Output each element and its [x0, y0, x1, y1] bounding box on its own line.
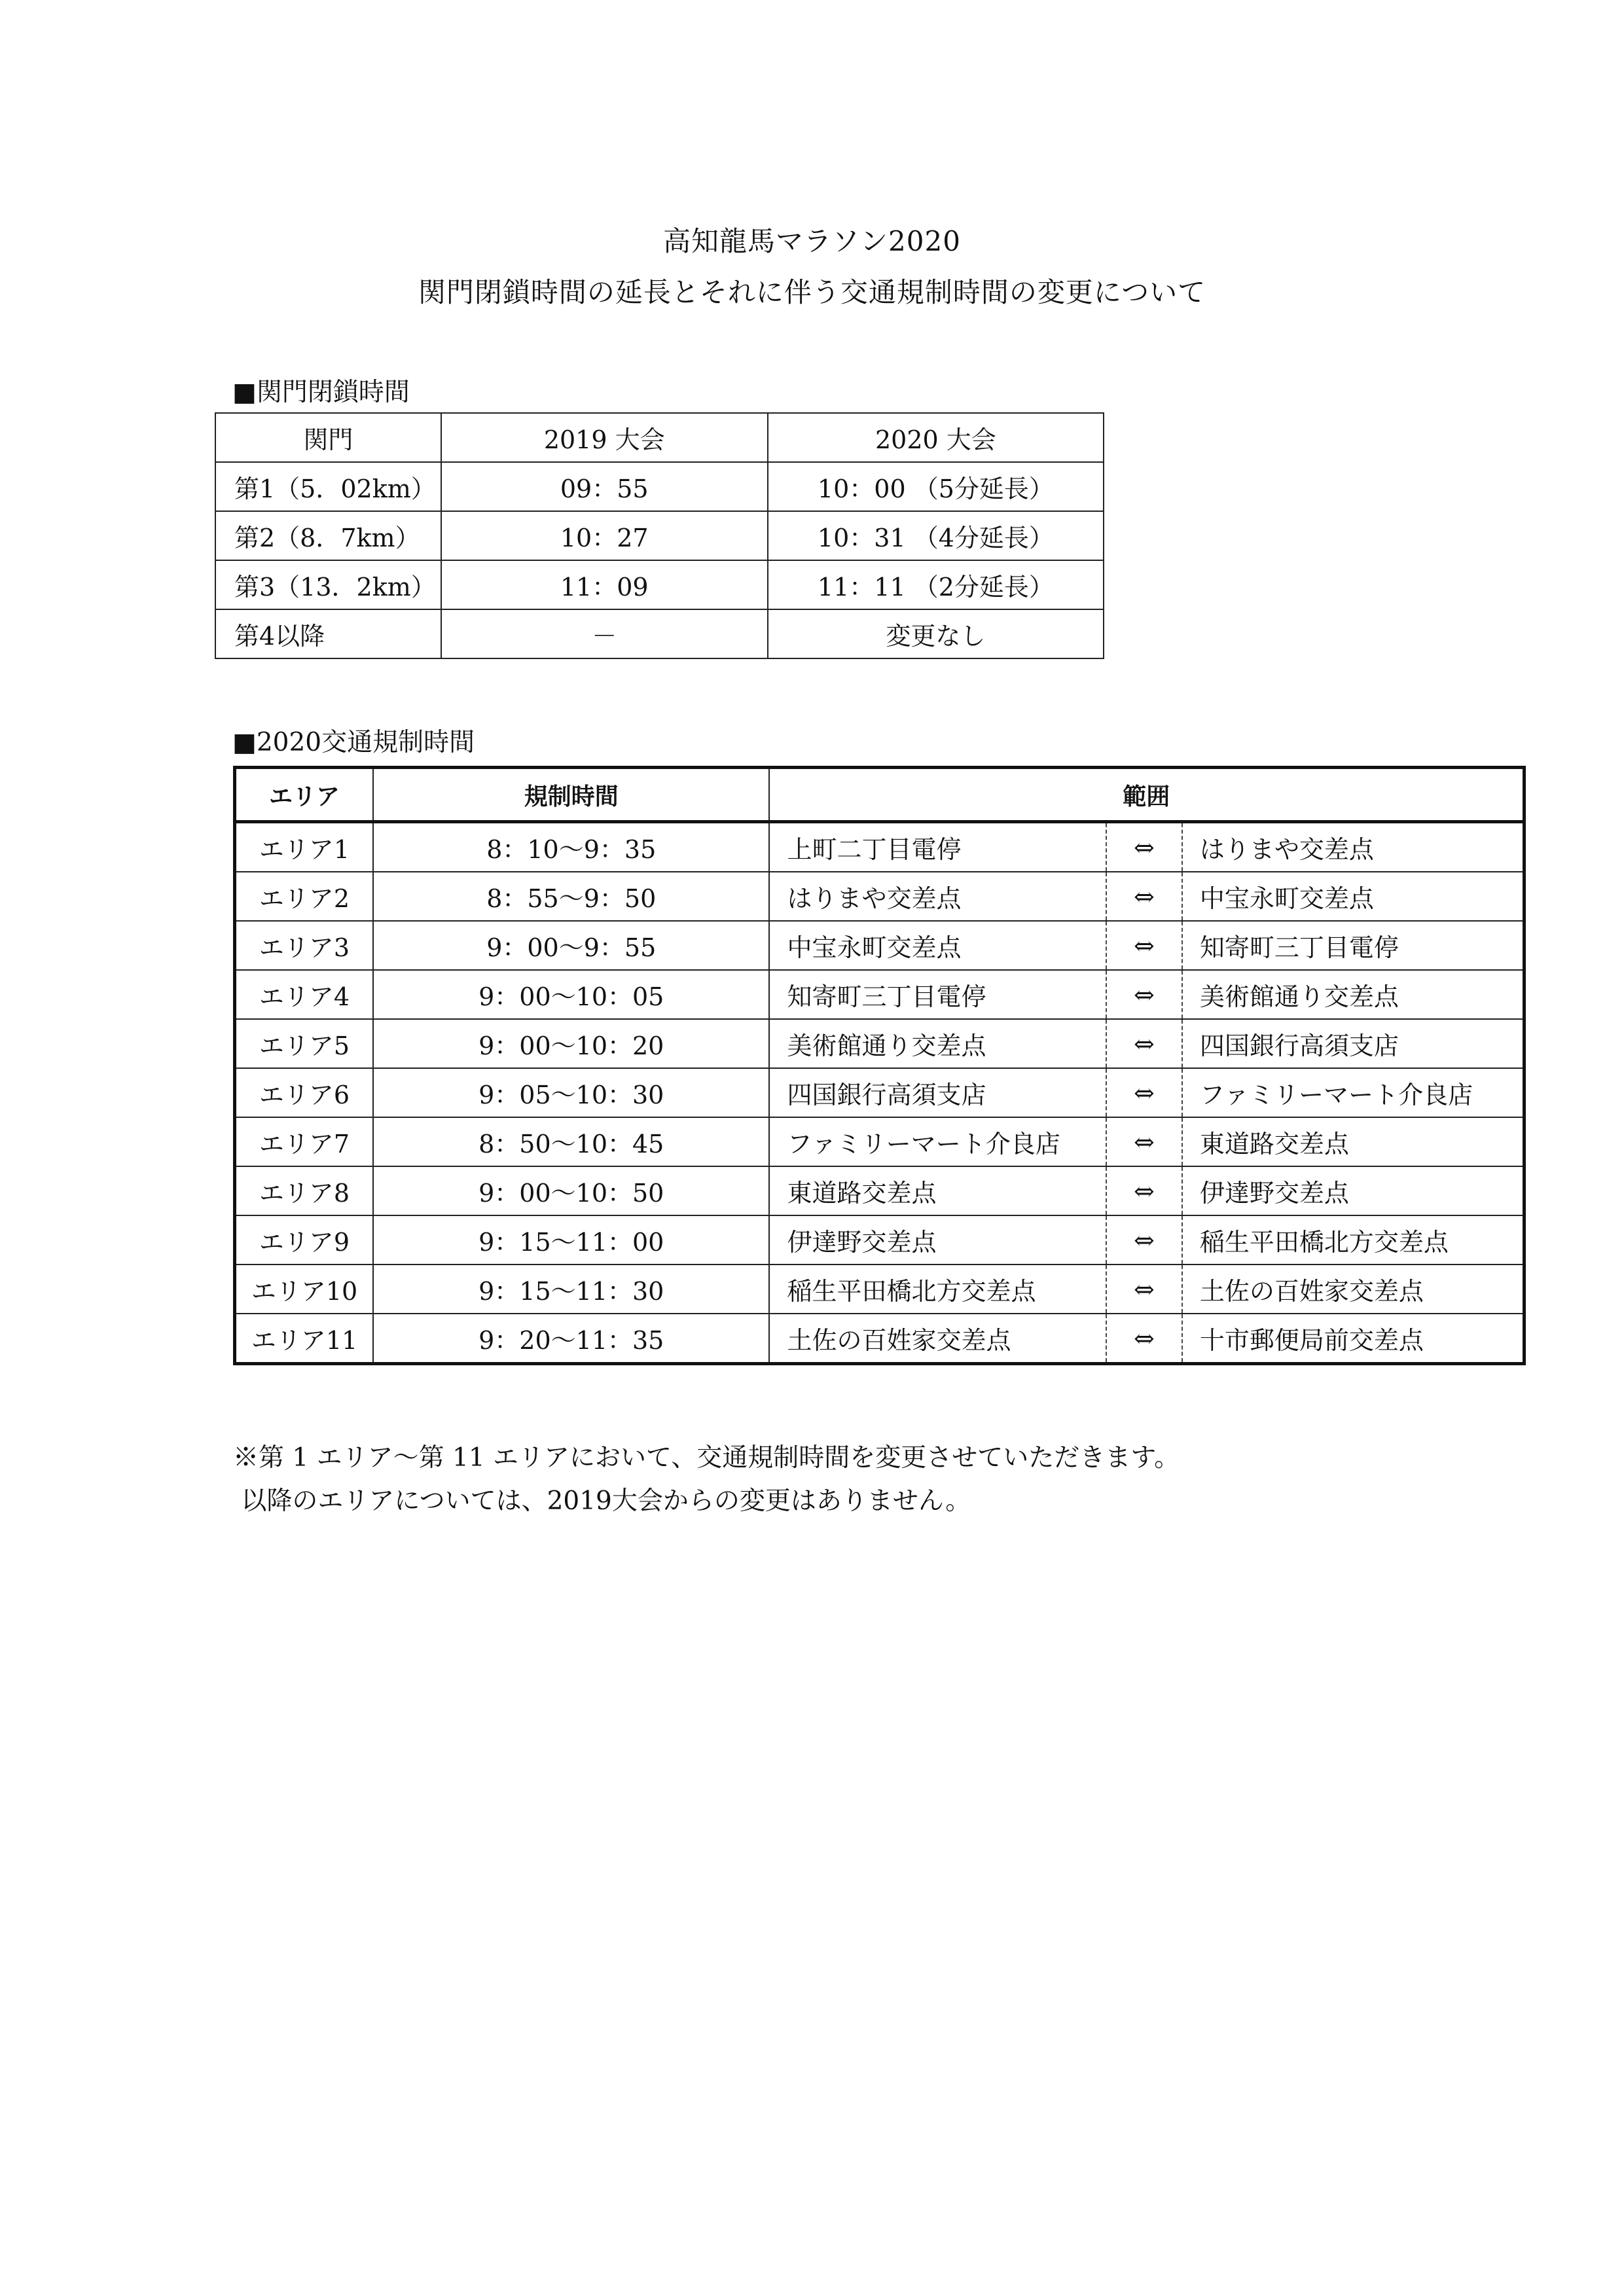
traffic-regulation-table: [233, 766, 1526, 1365]
table-row: [215, 560, 1104, 609]
table-row: [215, 609, 1104, 658]
time-2020-cell: 変更なし: [768, 609, 1104, 658]
area-name-cell: エリア2: [235, 872, 374, 921]
area-name-cell: エリア9: [235, 1215, 374, 1265]
range-start-cell: 中宝永町交差点: [769, 921, 1106, 970]
note-line-2: 以降のエリアについては、2019大会からの変更はありません。: [233, 1486, 971, 1516]
range-start-cell: 土佐の百姓家交差点: [769, 1314, 1106, 1364]
range-start-cell: 四国銀行高須支店: [769, 1068, 1106, 1117]
range-arrow-cell: ⇔: [1106, 1265, 1182, 1314]
table-row: [235, 1215, 1525, 1265]
table-row: [235, 1265, 1525, 1314]
time-2019-cell: 10：27: [441, 511, 768, 560]
note-line-1: ※第 1 エリア～第 11 エリアにおいて、交通規制時間を変更させていただきます。: [233, 1443, 1180, 1473]
table-row: [235, 1068, 1525, 1117]
area-name-cell: エリア6: [235, 1068, 374, 1117]
range-start-cell: 東道路交差点: [769, 1166, 1106, 1215]
range-arrow-cell: ⇔: [1106, 1019, 1182, 1068]
regulation-time-cell: 9：15～11：00: [373, 1215, 769, 1265]
time-2019-cell: 09：55: [441, 462, 768, 511]
range-arrow-cell: ⇔: [1106, 1117, 1182, 1166]
time-2019-cell: 11：09: [441, 560, 768, 609]
range-arrow-cell: ⇔: [1106, 1166, 1182, 1215]
regulation-time-cell: 9：05～10：30: [373, 1068, 769, 1117]
range-end-cell: 知寄町三丁目電停: [1182, 921, 1525, 970]
column-header-gate: 関門: [215, 413, 441, 462]
range-arrow-cell: ⇔: [1106, 872, 1182, 921]
range-arrow-cell: ⇔: [1106, 1068, 1182, 1117]
range-end-cell: 美術館通り交差点: [1182, 970, 1525, 1019]
area-name-cell: エリア5: [235, 1019, 374, 1068]
column-header-2020: 2020 大会: [768, 413, 1104, 462]
column-header-area: エリア: [235, 768, 374, 822]
area-name-cell: エリア3: [235, 921, 374, 970]
time-2020-cell: 11：11 （2分延長）: [768, 560, 1104, 609]
table-row: [235, 1314, 1525, 1364]
regulation-time-cell: 9：00～9：55: [373, 921, 769, 970]
area-name-cell: エリア10: [235, 1265, 374, 1314]
regulation-time-cell: 9：00～10：50: [373, 1166, 769, 1215]
range-start-cell: 上町二丁目電停: [769, 822, 1106, 872]
range-end-cell: 稲生平田橋北方交差点: [1182, 1215, 1525, 1265]
table-row: [235, 970, 1525, 1019]
range-start-cell: ファミリーマート介良店: [769, 1117, 1106, 1166]
range-end-cell: 四国銀行高須支店: [1182, 1019, 1525, 1068]
table-row: [235, 921, 1525, 970]
range-start-cell: はりまや交差点: [769, 872, 1106, 921]
table-row: [235, 1117, 1525, 1166]
range-end-cell: 中宝永町交差点: [1182, 872, 1525, 921]
column-header-range: 範囲: [769, 768, 1524, 822]
time-2019-cell: －: [441, 609, 768, 658]
regulation-time-cell: 8：50～10：45: [373, 1117, 769, 1166]
regulation-time-cell: 9：15～11：30: [373, 1265, 769, 1314]
range-end-cell: ファミリーマート介良店: [1182, 1068, 1525, 1117]
regulation-time-cell: 9：20～11：35: [373, 1314, 769, 1364]
column-header-time: 規制時間: [373, 768, 769, 822]
document-title: 高知龍馬マラソン2020: [663, 225, 961, 257]
range-arrow-cell: ⇔: [1106, 822, 1182, 872]
range-end-cell: 伊達野交差点: [1182, 1166, 1525, 1215]
traffic-section-heading: ■2020交通規制時間: [232, 728, 475, 757]
area-name-cell: エリア8: [235, 1166, 374, 1215]
column-header-2019: 2019 大会: [441, 413, 768, 462]
document-subtitle: 関門閉鎖時間の延長とそれに伴う交通規制時間の変更について: [418, 276, 1206, 308]
table-row: [235, 822, 1525, 872]
table-header-row: [215, 413, 1104, 462]
area-name-cell: エリア4: [235, 970, 374, 1019]
area-name-cell: エリア1: [235, 822, 374, 872]
range-arrow-cell: ⇔: [1106, 1215, 1182, 1265]
range-start-cell: 美術館通り交差点: [769, 1019, 1106, 1068]
area-name-cell: エリア7: [235, 1117, 374, 1166]
regulation-time-cell: 9：00～10：05: [373, 970, 769, 1019]
range-start-cell: 伊達野交差点: [769, 1215, 1106, 1265]
gate-name-cell: 第4以降: [215, 609, 441, 658]
range-arrow-cell: ⇔: [1106, 1314, 1182, 1364]
time-2020-cell: 10：31 （4分延長）: [768, 511, 1104, 560]
gate-name-cell: 第3（13．2km）: [215, 560, 441, 609]
table-header-row: [235, 768, 1525, 822]
range-end-cell: 東道路交差点: [1182, 1117, 1525, 1166]
gate-section-heading: ■関門閉鎖時間: [232, 378, 410, 407]
table-row: [215, 462, 1104, 511]
time-2020-cell: 10：00 （5分延長）: [768, 462, 1104, 511]
area-name-cell: エリア11: [235, 1314, 374, 1364]
range-arrow-cell: ⇔: [1106, 970, 1182, 1019]
range-end-cell: 十市郵便局前交差点: [1182, 1314, 1525, 1364]
range-start-cell: 知寄町三丁目電停: [769, 970, 1106, 1019]
range-start-cell: 稲生平田橋北方交差点: [769, 1265, 1106, 1314]
range-end-cell: 土佐の百姓家交差点: [1182, 1265, 1525, 1314]
table-row: [235, 1019, 1525, 1068]
range-arrow-cell: ⇔: [1106, 921, 1182, 970]
gate-name-cell: 第2（8．7km）: [215, 511, 441, 560]
table-row: [215, 511, 1104, 560]
table-row: [235, 872, 1525, 921]
table-row: [235, 1166, 1525, 1215]
regulation-time-cell: 8：55～9：50: [373, 872, 769, 921]
regulation-time-cell: 8：10～9：35: [373, 822, 769, 872]
gate-closing-table: [215, 412, 1104, 659]
regulation-time-cell: 9：00～10：20: [373, 1019, 769, 1068]
gate-name-cell: 第1（5．02km）: [215, 462, 441, 511]
range-end-cell: はりまや交差点: [1182, 822, 1525, 872]
